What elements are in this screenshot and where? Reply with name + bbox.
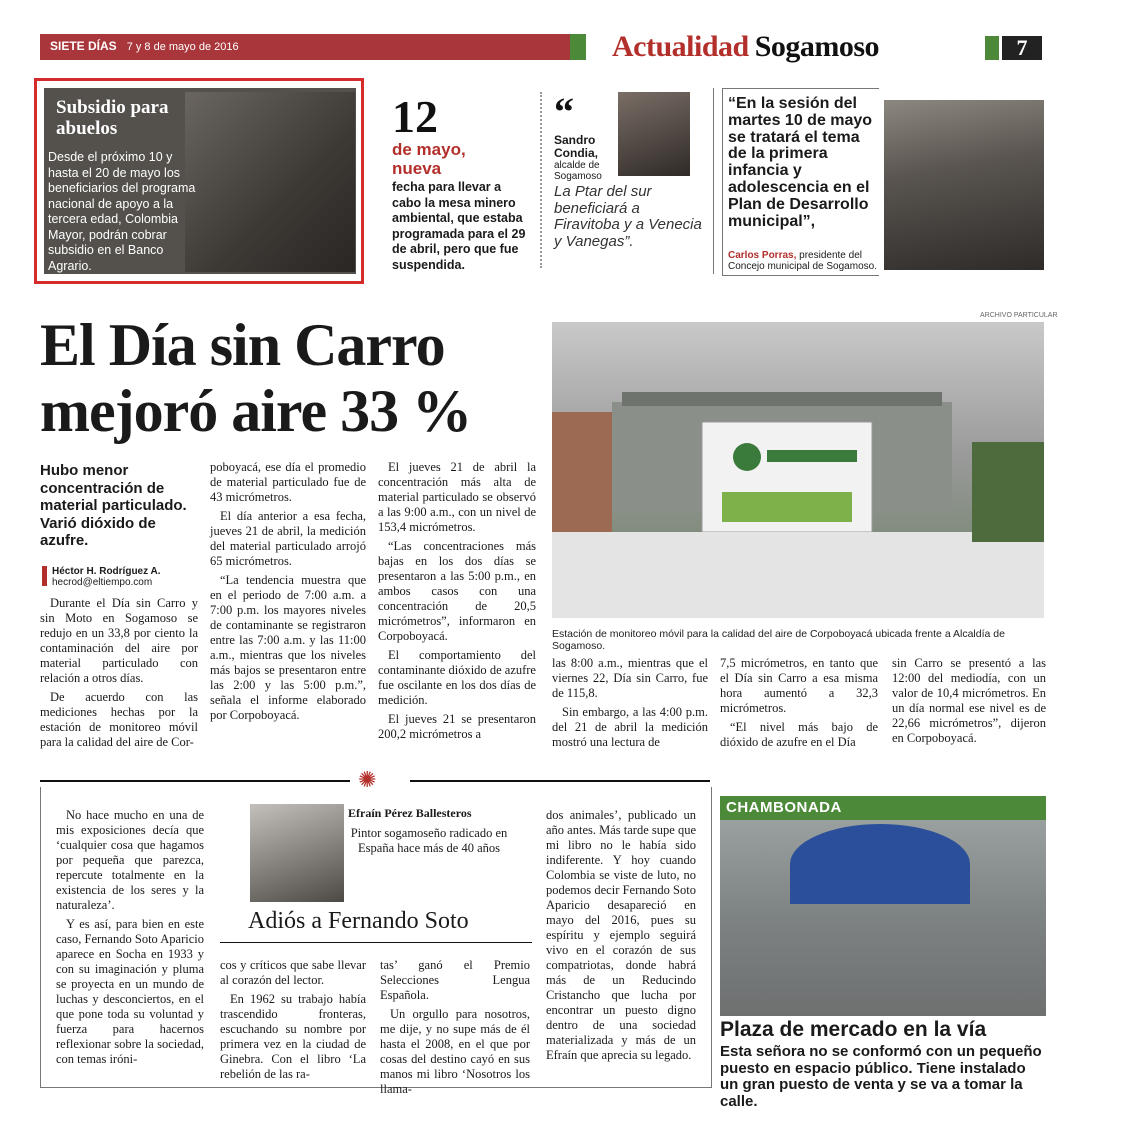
fecha-red-label: de mayo, nueva <box>392 140 466 178</box>
divider <box>410 780 710 782</box>
subsidio-body: Desde el próximo 10 y hasta el 20 de mayo los beneficiarios del programa nacional de apoyo a la tercera edad, Colombia Mayor, podrán cobrar subsidio en el Banco Agrario. <box>48 150 196 273</box>
paragraph: No hace mucho en una de mis exposiciones decía que ‘cualquier cosa que hagamos por pequeña que parezca, repercute totalmente en la existencia de los seres y la naturaleza’. <box>56 808 204 912</box>
opinion-column-2 <box>220 958 366 1086</box>
paragraph: Durante el Día sin Carro y sin Moto en Sogamoso se redujo en un 33,8 por ciento la contaminación del aire por material particulado con relación a otros días. <box>40 596 198 685</box>
article-column-4 <box>552 656 708 754</box>
chambonada-body: Esta señora no se conformó con un pequeño puesto en espacio público. Tiene instalado un gran puesto de venta y se va a tomar la calle. <box>720 1043 1042 1110</box>
paragraph: sin Carro se presentó a las 12:00 del mediodía, con un valor de 10,4 micrómetros. En un día normal ese nivel es de 22,66 micrómetros”, dijeron en Corpoboyacá. <box>892 656 1046 745</box>
paragraph: dos animales’, publicado un año antes. Más tarde supe que mi libro no le había sido indiferente. Y hoy cuando Colombia se viste de luto, no podemos decir Fernando Soto Aparicio desapareció en mayo del 2016, pues su espíritu y ejemplo seguirá vivo en el corazón de sus compatriotas, donde habrá más de un Reducindo Cristancho que lucha por encontrar un puesto digno dentro de una sociedad materializada y más de un Efraín que aprecia su legado. <box>546 808 696 1062</box>
condia-photo <box>618 92 690 176</box>
elderly-man-photo <box>185 92 355 272</box>
paragraph: De acuerdo con las mediciones hechas por la estación de monitoreo móvil para la calidad del aire de Cor- <box>40 690 198 749</box>
article-column-3 <box>378 460 536 746</box>
chambonada-title: Plaza de mercado en la vía <box>720 1018 987 1041</box>
condia-name: Sandro Condia, <box>554 133 598 160</box>
paragraph: 7,5 micrómetros, en tanto que el Día sin Carro a esa misma hora aumentó a 32,3 micrómetros. <box>720 656 878 715</box>
header-accent-strip <box>570 34 586 60</box>
edition-date: 7 y 8 de mayo de 2016 <box>126 41 239 53</box>
section-title <box>612 30 879 64</box>
opinion-author: Efraín Pérez Ballesteros <box>348 806 472 820</box>
author-name: Héctor H. Rodríguez A. <box>52 566 161 577</box>
monitoring-station-photo <box>552 322 1044 618</box>
paragraph: poboyacá, ese día el promedio de material particulado fue de 43 micrómetros. <box>210 460 366 504</box>
porras-quote: “En la sesión del martes 10 de mayo se tratará el tema de la primera infancia y adolescencia en el Plan de Desarrollo municipal”, <box>728 95 873 230</box>
paragraph: “La tendencia muestra que en el periodo de 7:00 a.m. a 7:00 p.m. los mayores niveles de contaminante se registraron entre las 7:00 a.m. y las 11:00 a.m., mientras que los niveles más bajos se presentaron entre las 2:00 y las 5:00 p.m.”, señala el informe elaborado por Corpoboyacá. <box>210 573 366 722</box>
porras-role: presidente del Concejo municipal de Sogamoso. <box>728 250 877 272</box>
opinion-column-1 <box>56 808 204 1071</box>
divider <box>40 780 350 782</box>
paragraph: El comportamiento del contaminante dióxido de azufre fue oscilante en los dos días de medición. <box>378 648 536 707</box>
author-email[interactable]: hecrod@eltiempo.com <box>52 577 153 588</box>
station-illustration <box>552 322 1044 618</box>
opinion-bio: Pintor sogamoseño radicado en España hace más de 40 años <box>350 826 508 855</box>
section-name: Actualidad <box>612 30 749 63</box>
condia-quote: La Ptar del sur beneficiará a Firavitoba y a Venecia y Vanegas”. <box>554 183 702 250</box>
paragraph: En 1962 su trabajo había trascendido fronteras, escuchando su nombre por primera vez en la ciudad de Ginebra. Con el libro ‘La rebelión de las ra- <box>220 992 366 1081</box>
paragraph: “Las concentraciones más bajas en los dos días se presentaron a las 5:00 p.m., en ambos casos con una concentración de 20,5 micrómetros”, informaron en Corpoboyacá. <box>378 539 536 643</box>
paragraph: Un orgullo para nosotros, me dije, y no supe más de él hasta el 2008, en el que por cosas del destino cayó en sus manos mi libro ‘Nosotros los llama- <box>380 1007 530 1096</box>
author-marker <box>42 566 47 586</box>
author-portrait-photo <box>250 804 344 902</box>
paragraph: El jueves 21 se presentaron 200,2 micrómetros a <box>378 712 536 741</box>
quote-mark-icon: “ <box>554 89 574 134</box>
paragraph: Y es así, para bien en este caso, Fernando Soto Aparicio aparece en Socha en 1933 y con su imaginación y pluma se proyecta en un mundo de luchas y desconciertos, en el que pone toda su voluntad y fuerza para hacernos reflexionar sobre la sociedad, con temas iróni- <box>56 917 204 1066</box>
paragraph: El jueves 21 de abril la concentración más alta de material particulado se observó a las 9:00 a.m., con un nivel de 153,4 micrómetros. <box>378 460 536 534</box>
paragraph: cos y críticos que sabe llevar al corazón del lector. <box>220 958 366 987</box>
photo-credit: ARCHIVO PARTICULAR <box>980 312 1058 319</box>
flower-ornament-icon: ✺ <box>358 767 377 792</box>
opinion-column-4 <box>546 808 696 1067</box>
page-number: 7 <box>1002 36 1042 60</box>
section-city: Sogamoso <box>754 30 880 63</box>
paragraph: Sin embargo, a las 4:00 p.m. del 21 de abril la medición mostró una lectura de <box>552 705 708 749</box>
article-column-2 <box>210 460 366 727</box>
article-column-5 <box>720 656 878 754</box>
paragraph: tas’ ganó el Premio Selecciones Lengua Española. <box>380 958 530 1002</box>
paragraph: las 8:00 a.m., mientras que el viernes 22, Día sin Carro, fue de 115,8. <box>552 656 708 700</box>
page-number-strip <box>985 36 999 60</box>
article-headline: El Día sin Carro mejoró aire 33 % <box>40 312 472 444</box>
photo-caption: Estación de monitoreo móvil para la calidad del aire de Corpoboyacá ubicada frente a Alcaldía de Sogamoso. <box>552 628 1005 652</box>
paragraph: El día anterior a esa fecha, jueves 21 de abril, la medición del material particulado arrojó 65 micrómetros. <box>210 509 366 568</box>
paper-name: SIETE DÍAS <box>50 39 117 53</box>
opinion-column-3 <box>380 958 530 1101</box>
porras-caption <box>728 250 878 272</box>
fecha-body: fecha para llevar a cabo la mesa minero ambiental, que estaba programada para el 29 de abril, pero que fue suspendida. <box>392 180 526 272</box>
column-divider <box>713 88 714 274</box>
fecha-number: 12 <box>392 91 438 142</box>
paragraph: “El nivel más bajo de dióxido de azufre en el Día <box>720 720 878 749</box>
article-subhead: Hubo menor concentración de material particulado. Varió dióxido de azufre. <box>40 462 187 549</box>
article-column-1 <box>40 596 198 754</box>
header-edition <box>50 39 239 53</box>
divider <box>220 942 532 943</box>
article-column-6 <box>892 656 1046 750</box>
umbrella-shape <box>790 824 970 904</box>
porras-name: Carlos Porras, <box>728 250 797 261</box>
chambonada-label: CHAMBONADA <box>726 799 842 816</box>
opinion-title: Adiós a Fernando Soto <box>248 908 469 934</box>
column-divider <box>540 92 542 268</box>
porras-photo <box>884 100 1044 270</box>
byline <box>52 566 161 588</box>
condia-role: alcalde de Sogamoso <box>554 160 602 182</box>
subsidio-title: Subsidio para abuelos <box>56 97 169 139</box>
